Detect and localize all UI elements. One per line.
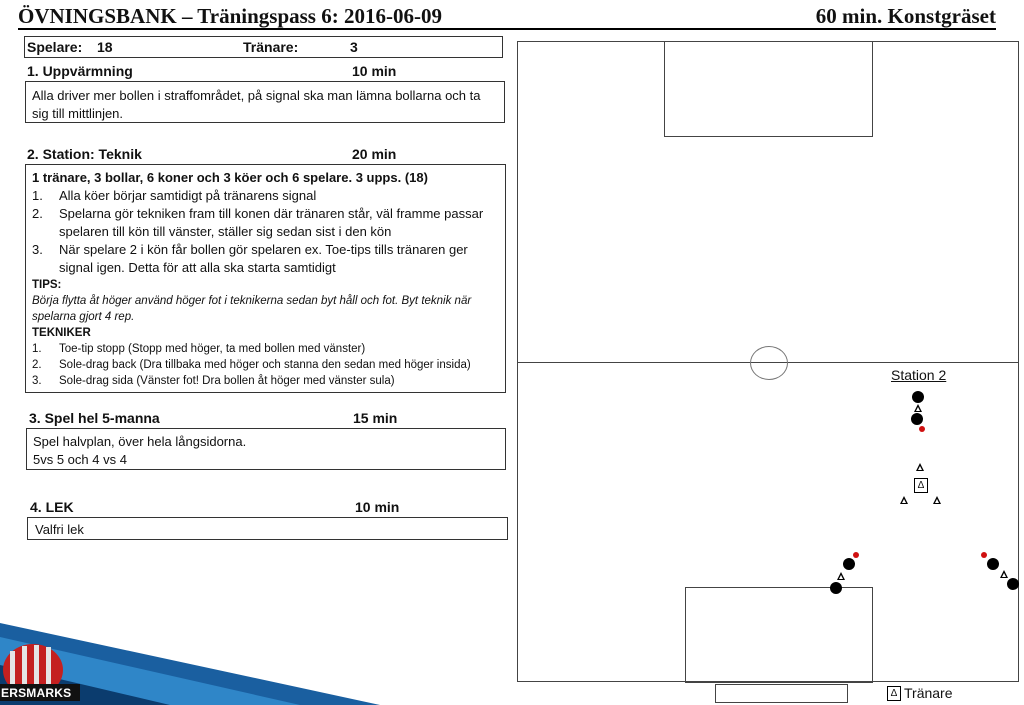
list-item: 1. Alla köer börjar samtidigt på tränarens signal — [32, 188, 317, 203]
player-marker — [1007, 578, 1019, 590]
ball-marker — [853, 552, 859, 558]
page-title: ÖVNINGSBANK – Träningspass 6: 2016-06-09 — [18, 4, 442, 28]
cone-icon — [837, 572, 845, 580]
play-time: 10 min — [355, 499, 400, 515]
warmup-box — [25, 81, 505, 123]
players-value: 18 — [97, 39, 113, 55]
top-penalty-area — [664, 41, 873, 137]
player-marker — [987, 558, 999, 570]
duration-location: 60 min. Konstgräset — [815, 4, 996, 28]
goal-box — [715, 684, 848, 703]
cone-icon — [916, 463, 924, 471]
info-box — [24, 36, 503, 58]
station-setup: 1 tränare, 3 bollar, 6 koner och 3 köer och 6 spelare. 3 upps. (18) — [32, 170, 428, 185]
coaches-label: Tränare: — [243, 39, 299, 55]
player-marker — [843, 558, 855, 570]
list-item: 3. Sole-drag sida (Vänster fot! Dra bollen åt höger med vänster sula) — [32, 375, 395, 387]
game-box — [26, 428, 506, 470]
cone-icon — [933, 496, 941, 504]
list-item: 3. När spelare 2 i kön får bollen gör spelaren ex. Toe-tips tills tränaren ger signal igen. Detta för att alla ska starta samtidigt — [32, 242, 468, 275]
club-logo-text: ERSMARKS — [1, 686, 72, 700]
list-item: 2. Spelarna gör tekniken fram till konen där tränaren står, väl framme passar spelaren till kön till vänster, ställer sig sedan sist i den kön — [32, 206, 484, 239]
station-label: Station 2 — [891, 367, 947, 383]
techniques-list — [32, 341, 499, 389]
legend-label: Tränare — [904, 685, 953, 701]
coach-icon: Δ — [917, 480, 925, 491]
station-box — [25, 164, 506, 393]
tips-text: Börja flytta åt höger använd höger fot i teknikerna sedan byt håll och fot. Byt teknik när spelarna gjort 4 rep. — [32, 295, 472, 323]
legend-coach-icon: Δ — [887, 686, 901, 701]
play-text: Valfri lek — [35, 522, 84, 537]
ball-marker — [981, 552, 987, 558]
game-line-1: Spel halvplan, över hela långsidorna. — [33, 434, 247, 449]
station-steps — [32, 187, 499, 277]
play-title: 4. LEK — [30, 499, 74, 515]
warmup-title: 1. Uppvärmning — [27, 63, 133, 79]
game-time: 15 min — [353, 410, 398, 426]
tips-label: TIPS: — [32, 279, 62, 291]
cone-icon — [1000, 570, 1008, 578]
header-rule — [18, 28, 996, 30]
warmup-time: 10 min — [352, 63, 397, 79]
coaches-value: 3 — [350, 39, 358, 55]
player-marker — [912, 391, 924, 403]
player-marker — [911, 413, 923, 425]
bottom-penalty-area — [685, 587, 873, 683]
station-title: 2. Station: Teknik — [27, 146, 142, 162]
play-box — [27, 517, 508, 540]
game-title: 3. Spel hel 5-manna — [29, 410, 160, 426]
list-item: 1. Toe-tip stopp (Stopp med höger, ta med bollen med vänster) — [32, 343, 366, 355]
player-marker — [830, 582, 842, 594]
list-item: 2. Sole-drag back (Dra tillbaka med höger och stanna den sedan med höger insida) — [32, 359, 471, 371]
game-line-2: 5vs 5 och 4 vs 4 — [33, 452, 127, 467]
station-time: 20 min — [352, 146, 397, 162]
center-circle — [750, 346, 788, 380]
coach-marker — [914, 478, 928, 493]
players-label: Spelare: — [27, 39, 83, 55]
cone-icon — [914, 404, 922, 412]
ball-marker — [919, 426, 925, 432]
warmup-text: Alla driver mer bollen i straffområdet, på signal ska man lämna bollarna och ta sig till mittlinjen. — [32, 88, 481, 121]
techniques-label: TEKNIKER — [32, 327, 91, 339]
cone-icon — [900, 496, 908, 504]
